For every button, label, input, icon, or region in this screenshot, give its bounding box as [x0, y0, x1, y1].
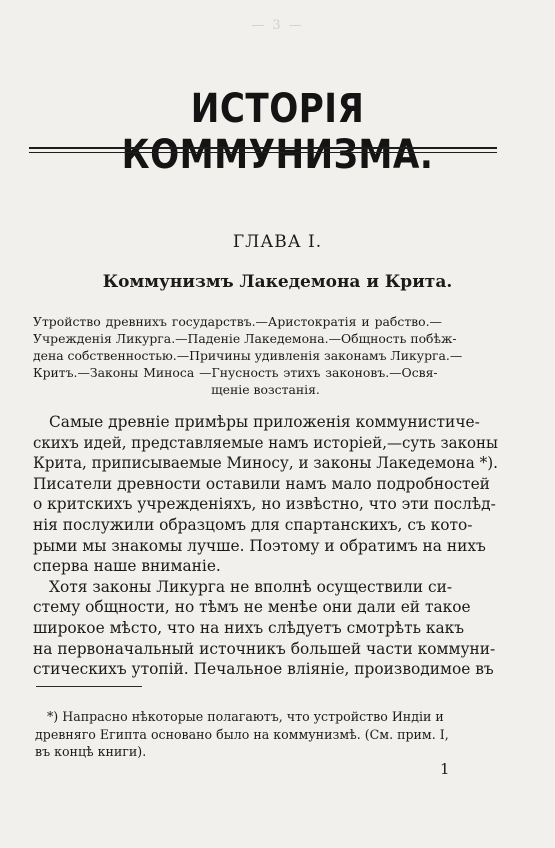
footnote-rule	[36, 686, 142, 687]
body-line: стему общности, но тѣмъ не менѣе они дали ей такое	[33, 598, 471, 617]
body-line: Крита, приписываемые Миносу, и законы Лакедемона *).	[33, 454, 498, 473]
body-line: на первоначальный источникъ большей части коммуни-	[33, 639, 496, 658]
body-line: нія послужили образцомъ для спартанскихъ, съ кото-	[33, 515, 473, 534]
book-title: ИСТОРІЯ КОММУНИЗМА.	[121, 86, 434, 178]
summary-line: Утройство древнихъ государствъ.—Аристократія и рабство.—	[33, 314, 442, 329]
body-line: рыми мы знакомы лучше. Поэтому и обратимъ на нихъ	[33, 536, 486, 555]
chapter-body	[33, 412, 498, 680]
title-double-rule	[29, 147, 497, 153]
body-line: Писатели древности оставили намъ мало подробностей	[33, 474, 490, 493]
footnote	[35, 708, 507, 761]
body-line: скихъ идей, представляемые намъ исторіей,—суть законы	[33, 433, 499, 452]
footnote-line: древняго Египта основано было на коммунизмѣ. (См. прим. I,	[35, 726, 449, 742]
chapter-summary	[33, 313, 498, 398]
summary-line: щеніе возстанія.	[211, 382, 320, 397]
summary-line: Критъ.—Законы Миноса —Гнусность этихъ законовъ.—Освя-	[33, 365, 438, 380]
footnote-line: въ концѣ книги).	[35, 744, 147, 759]
body-line: Самые древніе примѣры приложенія коммунистиче-	[49, 413, 480, 431]
body-line: стическихъ утопій. Печальное вліяніе, производимое въ	[33, 660, 494, 679]
summary-line: дена собственностью.—Причины удивленія законамъ Ликурга.—	[33, 348, 463, 363]
body-line: о критскихъ учрежденіяхъ, но извѣстно, что эти послѣд-	[33, 495, 496, 514]
footnote-line: *) Напрасно нѣкоторые полагаютъ, что устройство Индіи и	[47, 709, 444, 724]
body-line: сперва наше вниманіе.	[33, 557, 221, 576]
page-number: 1	[440, 760, 450, 778]
faint-folio-top: — 3 —	[251, 18, 304, 33]
chapter-title: Коммунизмъ Лакедемона и Крита.	[102, 272, 453, 292]
summary-line: Учрежденія Ликурга.—Паденіе Лакедемона.—Общность побѣж-	[33, 331, 457, 346]
body-line: Хотя законы Ликурга не вполнѣ осуществили си-	[49, 577, 453, 596]
body-line: широкое мѣсто, что на нихъ слѣдуетъ смотрѣть какъ	[33, 618, 465, 637]
chapter-heading: ГЛАВА I.	[232, 232, 323, 252]
